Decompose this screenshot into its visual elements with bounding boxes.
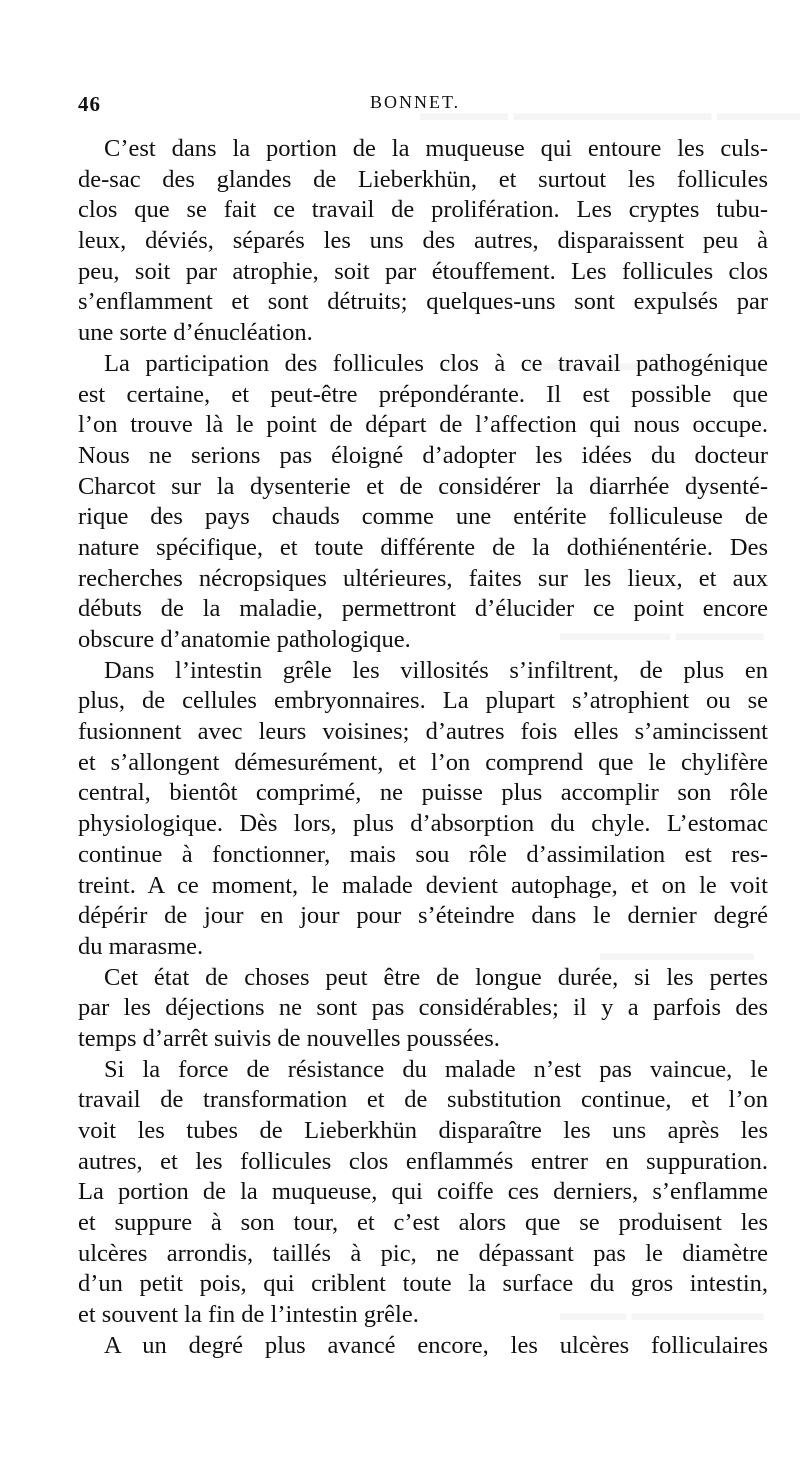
text-line: peu, soit par atrophie, soit par étouffement. Les follicules clos <box>78 257 768 285</box>
text-line: La portion de la muqueuse, qui coiffe ces derniers, s’enflamme <box>78 1178 768 1206</box>
text-line: temps d’arrêt suivis de nouvelles poussées. <box>78 1024 500 1052</box>
text-line: obscure d’anatomie pathologique. <box>78 626 411 653</box>
text-line: Si la force de résistance du malade n’est pas vaincue, le <box>104 1055 768 1083</box>
text-line: du marasme. <box>78 932 204 960</box>
text-line: débuts de la maladie, permettront d’élucider ce point encore <box>78 595 768 623</box>
text-line: une sorte d’énucléation. <box>78 319 313 347</box>
text-line: travail de transformation et de substitution continue, et l’on <box>78 1086 768 1114</box>
text-line: par les déjections ne sont pas considérables; il y a parfois des <box>78 994 768 1022</box>
text-line: La participation des follicules clos à ce travail pathogénique <box>104 349 768 377</box>
text-line: physiologique. Dès lors, plus d’absorption du chyle. L’estomac <box>78 810 768 838</box>
text-line: d’un petit pois, qui criblent toute la surface du gros intestin, <box>78 1270 768 1298</box>
text-line: ulcères arrondis, taillés à pic, ne dépassant pas le diamètre <box>78 1239 768 1267</box>
text-line: et souvent la fin de l’intestin grêle. <box>78 1301 419 1329</box>
text-line: leux, déviés, séparés les uns des autres, disparaissent peu à <box>78 227 768 255</box>
text-line: nature spécifique, et toute différente de la dothiénentérie. Des <box>78 533 768 561</box>
text-line: Nous ne serions pas éloigné d’adopter les idées du docteur <box>78 441 768 469</box>
text-line: autres, et les follicules clos enflammés entrer en suppuration. <box>78 1147 768 1175</box>
text-line: Cet état de choses peut être de longue durée, si les pertes <box>104 963 768 991</box>
text-line: clos que se fait ce travail de prolifération. Les cryptes tubu- <box>78 196 768 224</box>
text-line: s’enflamment et sont détruits; quelques-uns sont expulsés par <box>78 288 768 316</box>
text-line: central, bientôt comprimé, ne puisse plus accomplir son rôle <box>78 779 768 807</box>
text-line: voit les tubes de Lieberkhün disparaître les uns après les <box>78 1117 768 1144</box>
text-line: de-sac des glandes de Lieberkhün, et surtout les follicules <box>78 165 768 193</box>
running-title: BONNET. <box>370 92 461 112</box>
text-line: treint. A ce moment, le malade devient autophage, et on le voit <box>78 871 768 899</box>
text-line: rique des pays chauds comme une entérite folliculeuse de <box>78 503 768 531</box>
text-line: et s’allongent démesurément, et l’on comprend que le chylifère <box>78 748 768 776</box>
page-header <box>78 92 762 122</box>
body-text <box>78 134 768 1362</box>
text-line: fusionnent avec leurs voisines; d’autres fois elles s’amincissent <box>78 718 768 746</box>
text-line: plus, de cellules embryonnaires. La plupart s’atrophient ou se <box>78 687 768 715</box>
text-line: recherches nécropsiques ultérieures, faites sur les lieux, et aux <box>78 564 768 592</box>
text-line: C’est dans la portion de la muqueuse qui entoure les culs- <box>104 135 768 162</box>
text-line: Charcot sur la dysenterie et de considérer la diarrhée dysenté- <box>78 472 768 500</box>
text-line: est certaine, et peut-être prépondérante. Il est possible que <box>78 380 768 408</box>
page-number: 46 <box>78 92 101 116</box>
text-line: et suppure à son tour, et c’est alors que se produisent les <box>78 1209 768 1237</box>
text-line: Dans l’intestin grêle les villosités s’infiltrent, de plus en <box>104 656 768 684</box>
text-line: continue à fonctionner, mais sou rôle d’assimilation est res- <box>78 840 768 868</box>
text-line: dépérir de jour en jour pour s’éteindre dans le dernier degré <box>78 902 768 930</box>
text-line: l’on trouve là le point de départ de l’affection qui nous occupe. <box>78 411 768 439</box>
text-line: A un degré plus avancé encore, les ulcères folliculaires <box>104 1331 768 1359</box>
